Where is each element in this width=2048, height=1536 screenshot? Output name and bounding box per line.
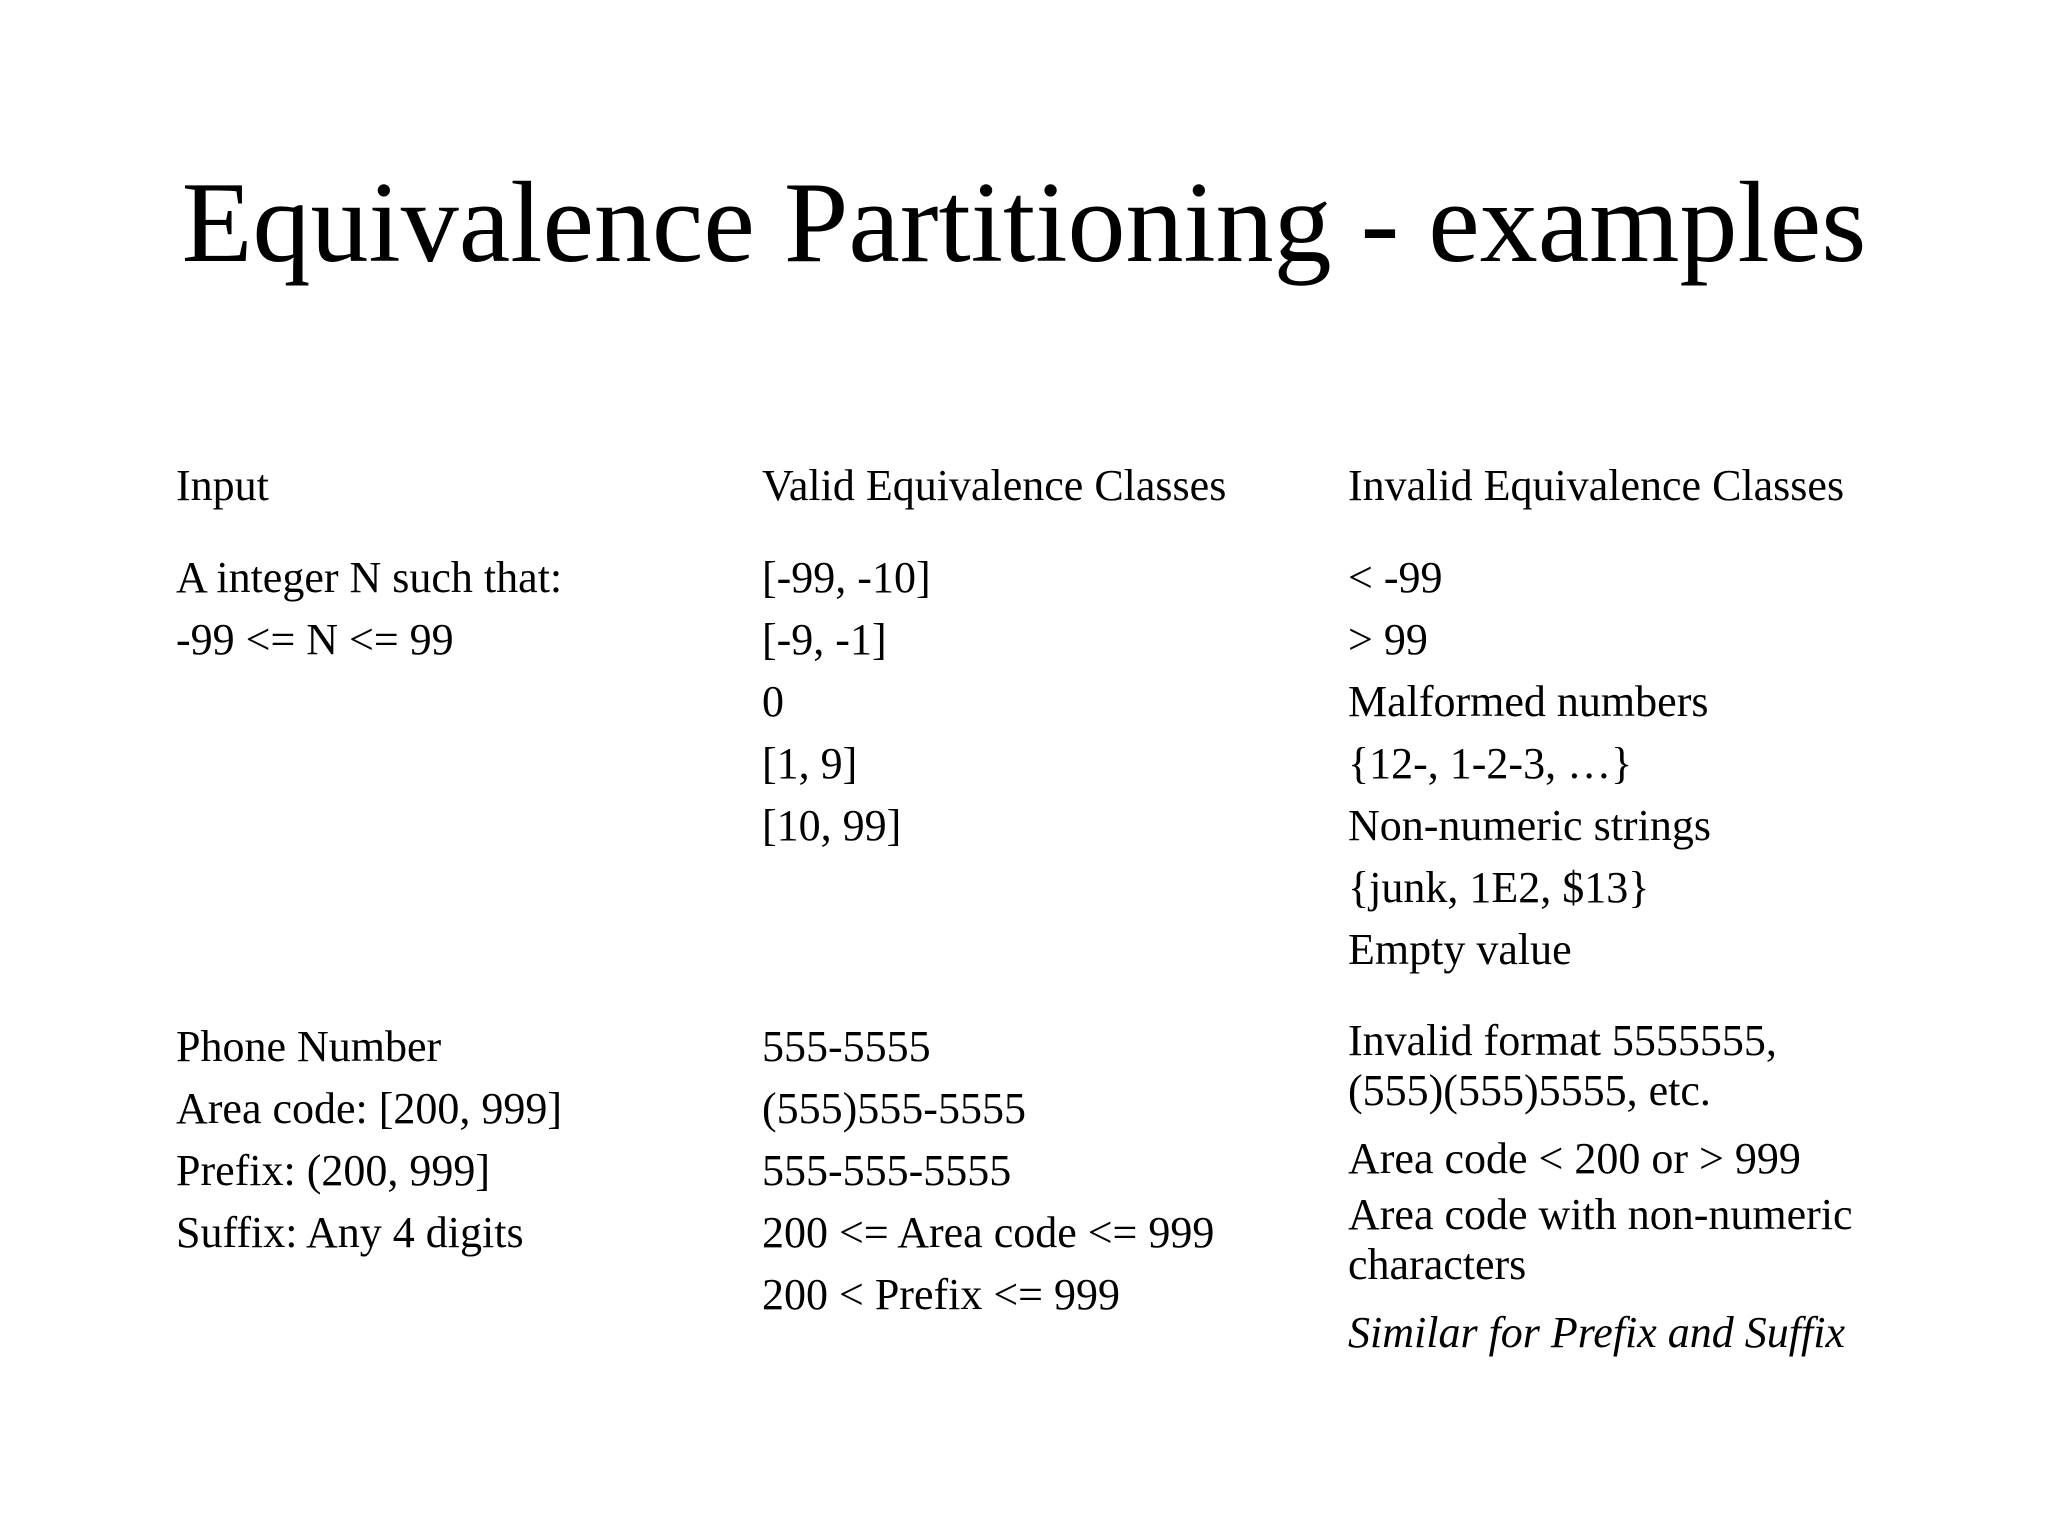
row2-invalid-cell: [1348, 1016, 1988, 1364]
row1-valid-line: 0: [762, 677, 784, 726]
header-invalid: Invalid Equivalence Classes: [1348, 461, 1845, 510]
row2-invalid-line: (555)(555)5555, etc.: [1348, 1066, 1711, 1115]
row1-invalid-cell: [1348, 547, 1988, 981]
row1-invalid-line: Non-numeric strings: [1348, 801, 1711, 850]
header-valid: Valid Equivalence Classes: [762, 461, 1227, 510]
row1-input-line: A integer N such that:: [176, 553, 563, 602]
row2-valid-line: 200 <= Area code <= 999: [762, 1208, 1215, 1257]
row2-invalid-line: Area code with non-numeric: [1348, 1190, 1853, 1239]
row2-valid-line: 200 < Prefix <= 999: [762, 1270, 1120, 1319]
row1-input-line: -99 <= N <= 99: [176, 615, 454, 664]
header-input-column: [176, 455, 736, 517]
row2-input-line: Prefix: (200, 999]: [176, 1146, 491, 1195]
row2-invalid-line: characters: [1348, 1240, 1527, 1289]
header-input: Input: [176, 461, 269, 510]
header-valid-column: [762, 455, 1322, 517]
slide-title: Equivalence Partitioning - examples: [181, 159, 1867, 287]
row1-invalid-line: Malformed numbers: [1348, 677, 1709, 726]
row2-invalid-line: Area code < 200 or > 999: [1348, 1134, 1801, 1183]
row2-valid-cell: [762, 1016, 1322, 1326]
row1-valid-cell: [762, 547, 1322, 857]
row1-invalid-line: {junk, 1E2, $13}: [1348, 863, 1650, 912]
row2-input-line: Phone Number: [176, 1022, 442, 1071]
row2-valid-line: (555)555-5555: [762, 1084, 1026, 1133]
row2-input-line: Area code: [200, 999]: [176, 1084, 563, 1133]
row2-valid-line: 555-5555: [762, 1022, 931, 1071]
row1-invalid-line: > 99: [1348, 615, 1428, 664]
row2-valid-line: 555-555-5555: [762, 1146, 1012, 1195]
row1-invalid-line: {12-, 1-2-3, …}: [1348, 739, 1633, 788]
row1-invalid-line: Empty value: [1348, 925, 1572, 974]
row1-valid-line: [1, 9]: [762, 739, 858, 788]
row2-input-line: Suffix: Any 4 digits: [176, 1208, 524, 1257]
row1-valid-line: [10, 99]: [762, 801, 902, 850]
row1-valid-line: [-9, -1]: [762, 615, 887, 664]
row1-valid-line: [-99, -10]: [762, 553, 931, 602]
row2-invalid-line: Invalid format 5555555,: [1348, 1016, 1777, 1065]
row1-input-cell: [176, 547, 736, 671]
header-invalid-column: [1348, 455, 1988, 517]
row2-input-cell: [176, 1016, 736, 1264]
row2-invalid-line-italic: Similar for Prefix and Suffix: [1348, 1308, 1845, 1357]
row1-invalid-line: < -99: [1348, 553, 1443, 602]
